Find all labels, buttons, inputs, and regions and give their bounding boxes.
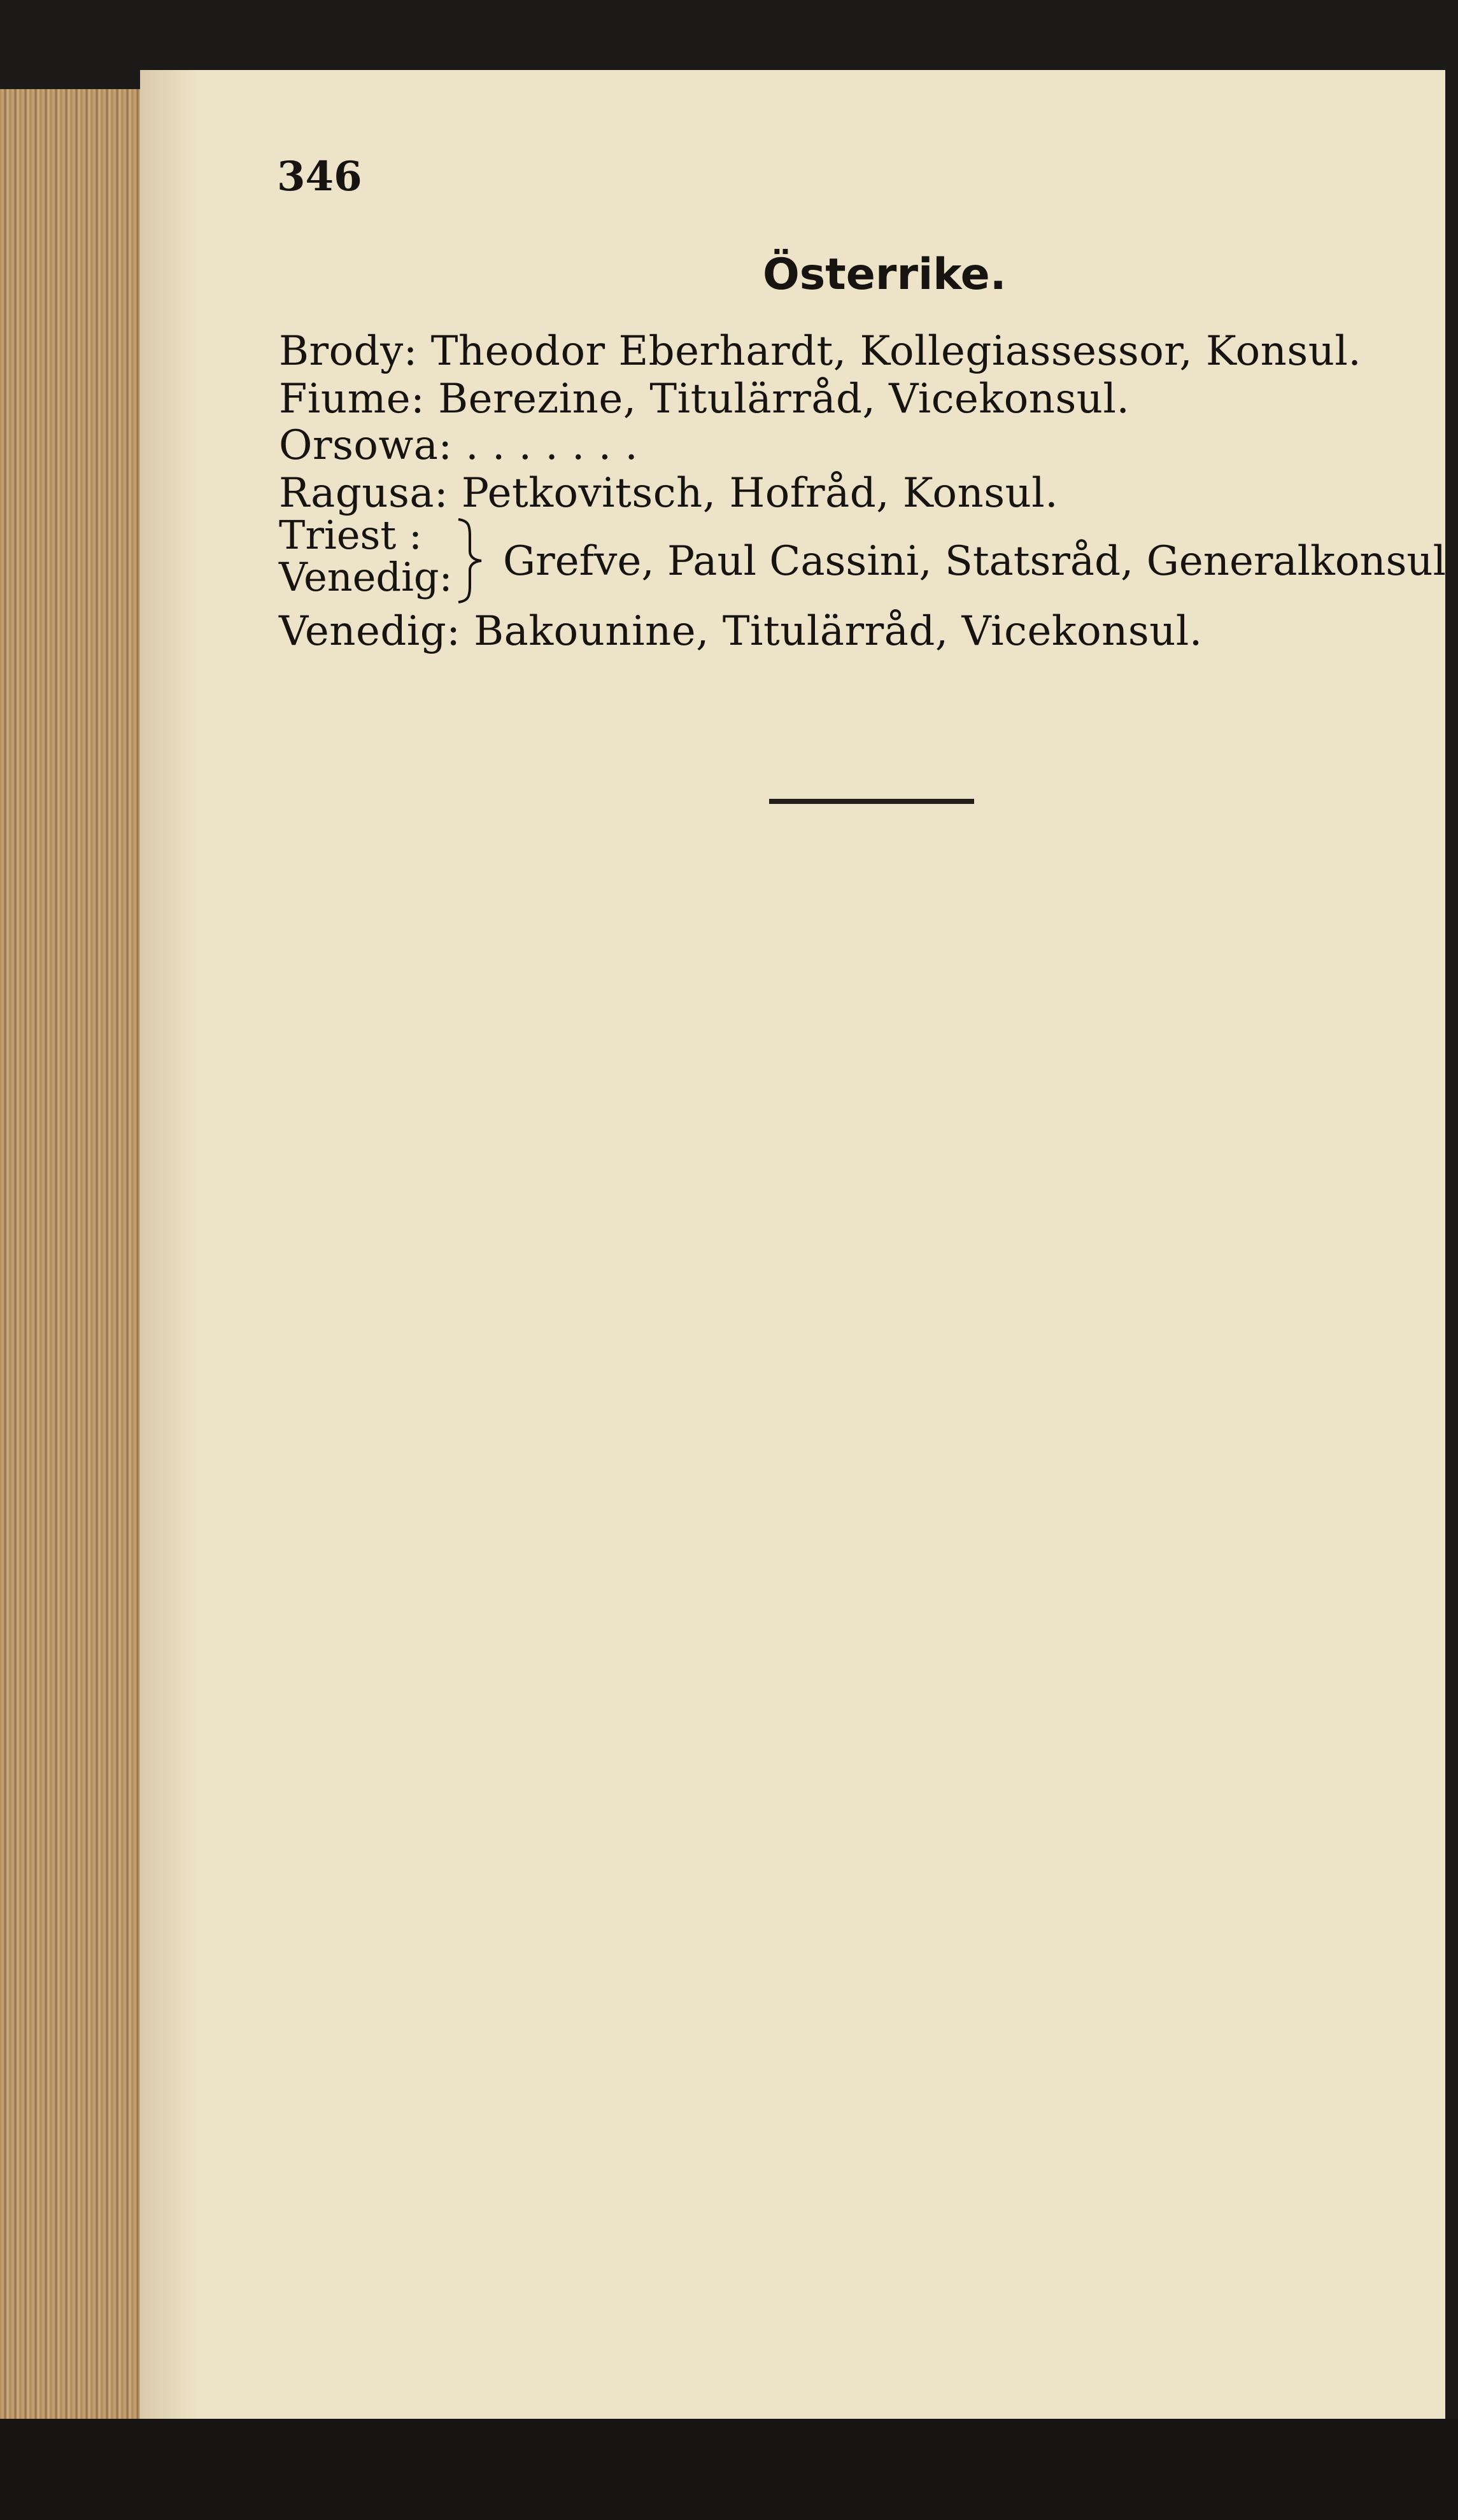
brace-places (279, 514, 453, 598)
place-triest: Triest : (279, 512, 422, 558)
entry-fiume: Fiume: Berezine, Titulärråd, Vicekonsul. (279, 376, 1130, 423)
page-number: 346 (277, 153, 362, 201)
brace-entry-text: Grefve, Paul Cassini, Statsråd, Generalkonsul (503, 538, 1447, 585)
place-venedig: Venedig: (279, 554, 453, 600)
section-divider (769, 799, 974, 804)
section-title: Österrike. (763, 250, 1007, 300)
entry-triest-venedig (279, 514, 1457, 610)
entry-brody: Brody: Theodor Eberhardt, Kollegiassessor, Konsul. (279, 328, 1362, 375)
entry-ragusa: Ragusa: Petkovitsch, Hofråd, Konsul. (279, 470, 1059, 517)
scan-background-bottom (0, 2419, 1458, 2520)
curly-brace-icon (456, 517, 484, 605)
book-page-edges (0, 89, 153, 2451)
entry-venedig: Venedig: Bakounine, Titulärråd, Vicekonsul. (279, 608, 1203, 655)
entry-orsowa: Orsowa: . . . . . . . (279, 422, 639, 469)
